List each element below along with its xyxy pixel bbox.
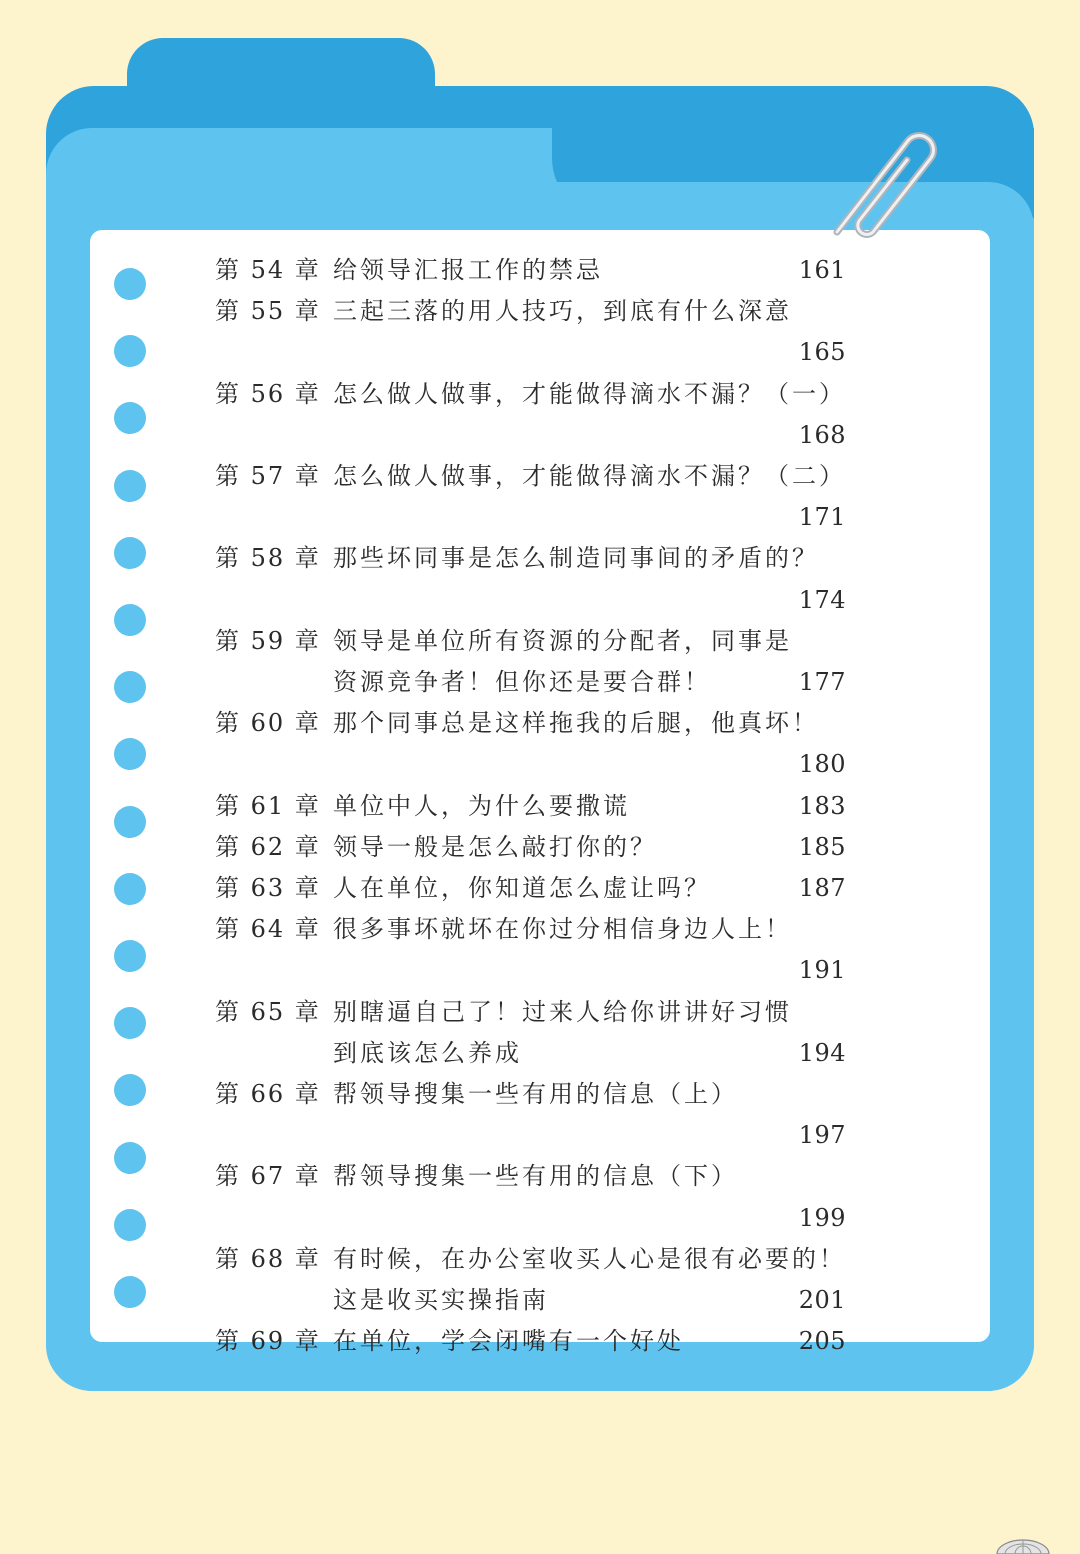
binder-hole: [114, 335, 146, 367]
page-number: 185: [798, 832, 846, 861]
page-number: 161: [798, 256, 846, 284]
toc-entry-line: [90, 456, 990, 496]
toc-entry-line: [90, 621, 990, 661]
chapter-label: 第 68 章: [215, 1244, 321, 1273]
page-number: 205: [798, 1327, 846, 1356]
chapter-title: 给领导汇报工作的禁忌: [333, 256, 603, 284]
chapter-title: 单位中人，为什么要撒谎: [333, 791, 630, 820]
chapter-label: 第 66 章: [215, 1080, 321, 1108]
binder-hole: [114, 604, 146, 636]
page-number: 180: [798, 750, 846, 779]
toc-entry-line: [90, 1198, 990, 1238]
chapter-title: 在单位，学会闭嘴有一个好处: [333, 1327, 684, 1356]
chapter-label: 第 64 章: [215, 915, 321, 944]
page-number: 165: [798, 338, 846, 367]
chapter-label: 第 58 章: [215, 544, 321, 573]
toc-entry-line: [90, 291, 990, 331]
chapter-title-continued: 到底该怎么养成: [333, 1038, 522, 1067]
toc-entry-line: [90, 332, 990, 372]
chapter-label: 第 57 章: [215, 462, 321, 490]
toc-entry-line: [90, 1321, 990, 1361]
toc-paper: [90, 230, 990, 1356]
paperclip-icon: [815, 120, 950, 245]
chapter-label: 第 67 章: [215, 1162, 321, 1191]
chapter-label: 第 60 章: [215, 709, 321, 738]
chapter-label: 第 55 章: [215, 297, 321, 326]
chapter-title: 有时候，在办公室收买人心是很有必要的！: [333, 1244, 846, 1273]
toc-entry-line: [90, 1239, 990, 1279]
page-number: 174: [798, 585, 846, 614]
chapter-title: 很多事坏就坏在你过分相信身边人上！: [333, 915, 792, 944]
toc-entry-line: [90, 497, 990, 537]
chapter-title: 领导是单位所有资源的分配者，同事是: [333, 626, 792, 655]
toc-entry-line: [90, 909, 990, 949]
page-number: 171: [798, 503, 846, 532]
chapter-label: 第 69 章: [215, 1327, 321, 1356]
toc-entry-line: [90, 1115, 990, 1155]
page-number: 177: [798, 668, 846, 696]
chapter-label: 第 61 章: [215, 791, 321, 820]
chapter-label: 第 59 章: [215, 626, 321, 655]
chapter-title: 领导一般是怎么敲打你的？: [333, 832, 657, 861]
chapter-title: 那个同事总是这样拖我的后腿，他真坏！: [333, 709, 819, 738]
binder-hole: [114, 873, 146, 905]
toc-entry-line: [90, 868, 990, 908]
binder-hole: [114, 537, 146, 569]
binder-hole: [114, 1276, 146, 1308]
page-number: 191: [798, 956, 846, 985]
toc-entry-line: [90, 538, 990, 578]
chapter-title: 帮领导搜集一些有用的信息（上）: [333, 1080, 738, 1108]
chapter-title: 人在单位，你知道怎么虚让吗？: [333, 874, 711, 902]
binder-hole: [114, 940, 146, 972]
globe-icon: [995, 1538, 1051, 1554]
binder-hole: [114, 268, 146, 300]
toc-entry-line: [90, 992, 990, 1032]
page-number: 199: [798, 1203, 846, 1232]
binder-hole: [114, 806, 146, 838]
binder-hole: [114, 671, 146, 703]
binder-hole: [114, 1142, 146, 1174]
toc-entry-line: [90, 374, 990, 414]
toc-entry-line: [90, 1280, 990, 1320]
chapter-label: 第 65 章: [215, 997, 321, 1026]
toc-entry-line: [90, 786, 990, 826]
chapter-title: 怎么做人做事，才能做得滴水不漏？（二）: [333, 462, 846, 490]
chapter-title: 那些坏同事是怎么制造同事间的矛盾的？: [333, 544, 819, 573]
page-number: 187: [798, 874, 846, 902]
chapter-label: 第 54 章: [215, 256, 321, 284]
toc-entry-line: [90, 703, 990, 743]
chapter-title: 别瞎逼自己了！过来人给你讲讲好习惯: [333, 997, 792, 1026]
toc-entry-line: [90, 662, 990, 702]
page-number: 201: [798, 1286, 846, 1314]
page-number: 183: [798, 791, 846, 820]
toc-entry-line: [90, 827, 990, 867]
binder-hole: [114, 1007, 146, 1039]
toc-entry-line: [90, 1156, 990, 1196]
chapter-title: 怎么做人做事，才能做得滴水不漏？（一）: [333, 379, 846, 408]
chapter-label: 第 56 章: [215, 379, 321, 408]
chapter-title: 三起三落的用人技巧，到底有什么深意: [333, 297, 792, 326]
binder-hole: [114, 470, 146, 502]
toc-entry-line: [90, 1074, 990, 1114]
toc-entry-line: [90, 415, 990, 455]
page-number: 168: [798, 420, 846, 449]
toc-entry-line: [90, 580, 990, 620]
chapter-title: 帮领导搜集一些有用的信息（下）: [333, 1162, 738, 1191]
chapter-label: 第 62 章: [215, 832, 321, 861]
chapter-label: 第 63 章: [215, 874, 321, 902]
page-number: 197: [798, 1121, 846, 1150]
toc-entry-line: [90, 250, 990, 290]
page-number: 194: [798, 1038, 846, 1067]
chapter-title-continued: 这是收买实操指南: [333, 1286, 549, 1314]
binder-hole: [114, 1209, 146, 1241]
toc-entry-line: [90, 1033, 990, 1073]
toc-entry-line: [90, 744, 990, 784]
chapter-title-continued: 资源竞争者！但你还是要合群！: [333, 668, 711, 696]
toc-entry-line: [90, 950, 990, 990]
